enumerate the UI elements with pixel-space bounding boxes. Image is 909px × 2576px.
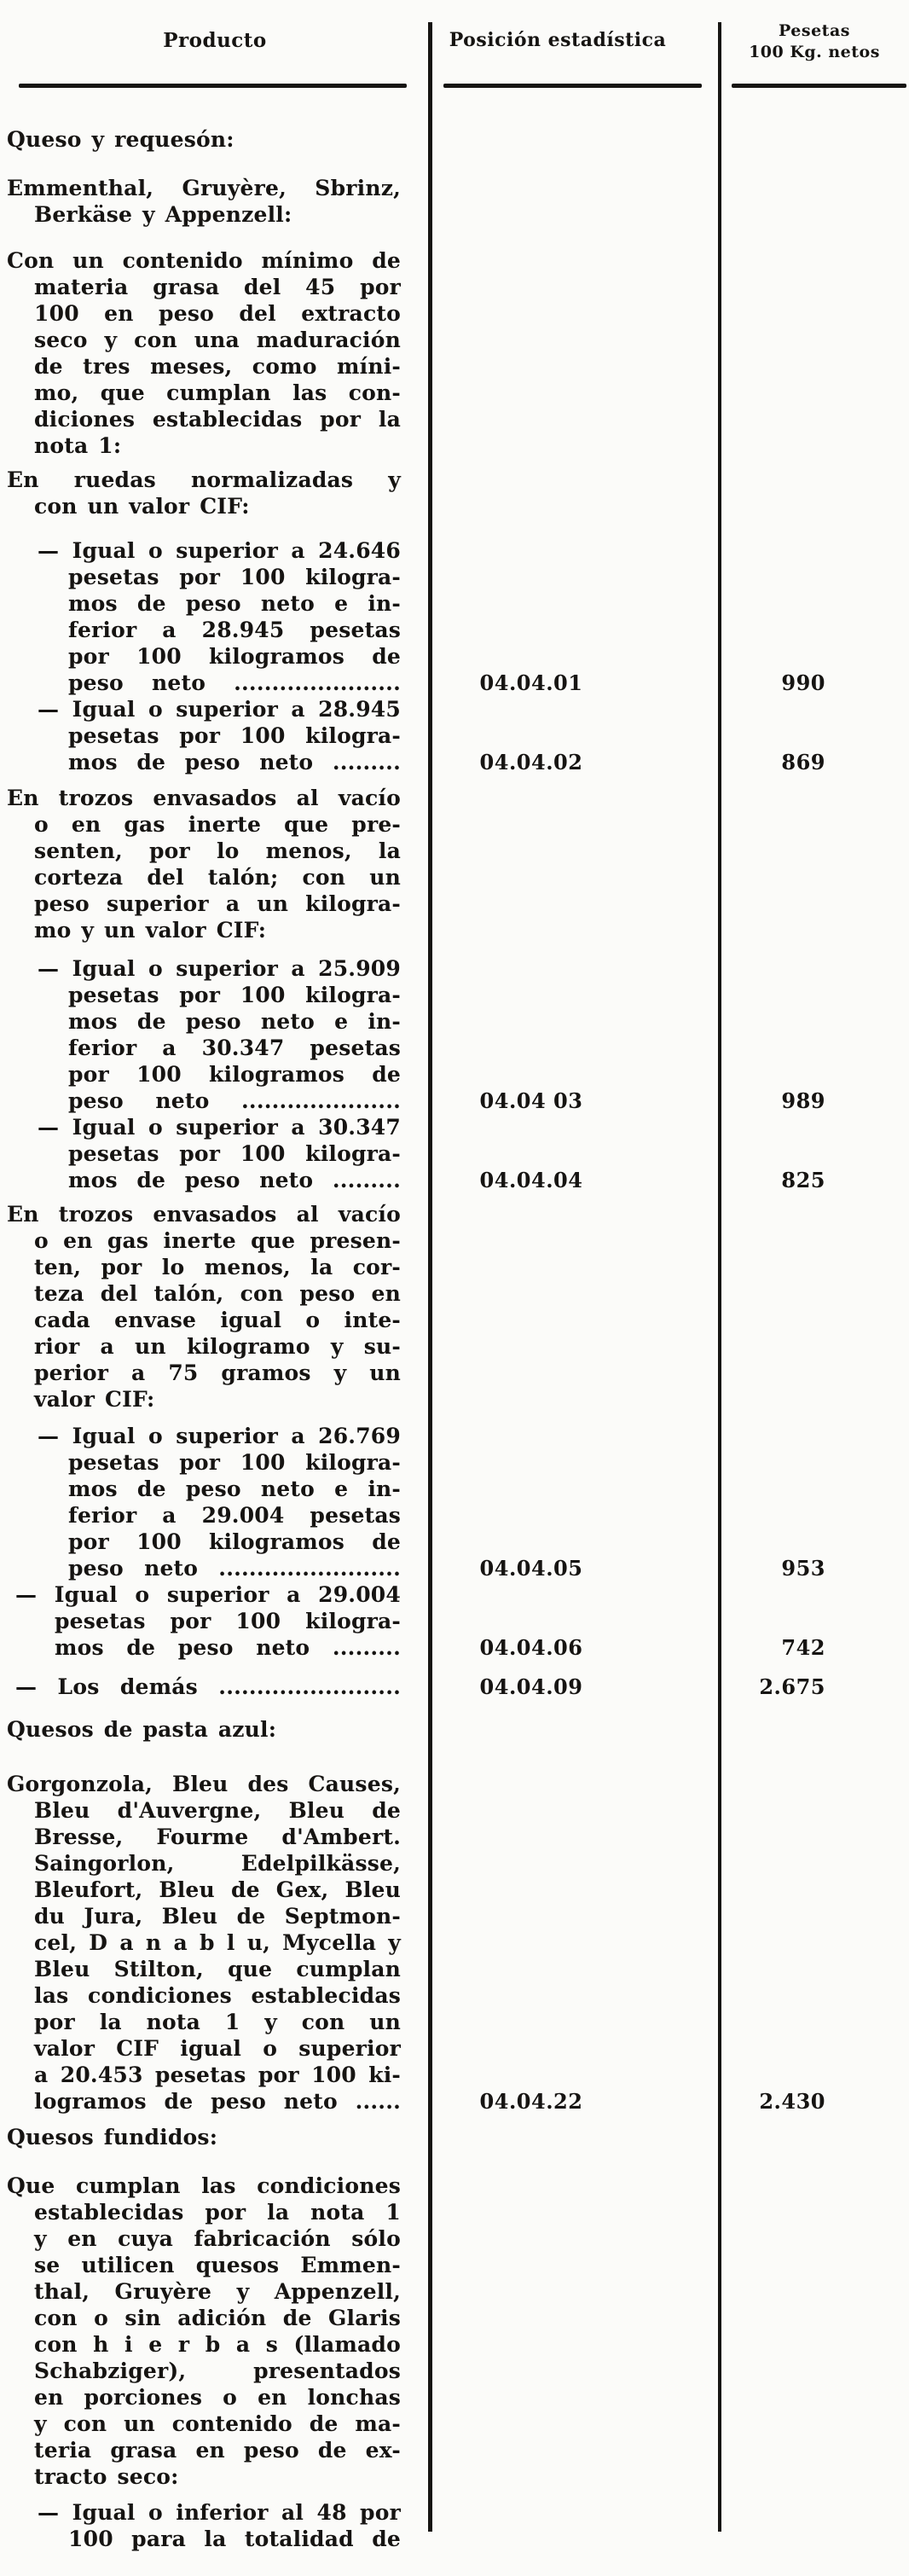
table-row — [0, 785, 909, 811]
table-row — [0, 2358, 909, 2384]
table-row — [0, 1956, 909, 1982]
product-text-line: seco y con una maduración — [34, 328, 401, 352]
product-text-line: materia grasa del 45 por — [34, 275, 401, 299]
table-row — [0, 406, 909, 432]
table-row — [0, 1280, 909, 1307]
product-text-line: Bleu d'Auvergne, Bleu de — [34, 1798, 401, 1823]
product-text-line: se utilicen quesos Emmen- — [34, 2253, 401, 2277]
product-text-line: Schabziger), presentados — [34, 2358, 401, 2383]
table-row — [0, 2278, 909, 2305]
table-row — [0, 838, 909, 864]
table-block — [0, 2499, 909, 2552]
product-text-line: pesetas por 100 kilogra- — [68, 723, 401, 748]
product-text-line: tracto seco: — [34, 2464, 179, 2489]
statistical-position-code: 04.04.22 — [479, 2089, 583, 2114]
table-row — [0, 2088, 909, 2115]
table-row — [0, 1716, 909, 1743]
product-text-line: cada envase igual o inte- — [34, 1308, 401, 1332]
table-block — [0, 2173, 909, 2490]
product-text-line: valor CIF: — [34, 1387, 155, 1412]
table-row — [0, 1674, 909, 1700]
product-text-line: mo, que cumplan las con- — [34, 380, 401, 405]
product-text-line: o en gas inerte que presen- — [34, 1228, 401, 1253]
product-text-line: En trozos envasados al vacío — [7, 786, 401, 810]
table-row — [0, 891, 909, 917]
product-text-line: nota 1: — [34, 433, 122, 458]
product-text-line: Gorgonzola, Bleu des Causes, — [7, 1772, 401, 1796]
product-text-line: por la nota 1 y con un — [34, 2010, 401, 2034]
table-row — [0, 1555, 909, 1581]
table-row — [0, 2252, 909, 2278]
product-text-line: y con un contenido de ma- — [34, 2411, 401, 2436]
pesetas-value: 825 — [781, 1168, 825, 1192]
product-text-line: por 100 kilogramos de — [68, 1062, 401, 1087]
table-row — [0, 2035, 909, 2062]
product-text-line: — Igual o superior a 25.909 — [38, 956, 401, 981]
product-text-line: ferior a 30.347 pesetas — [68, 1036, 401, 1060]
pesetas-value: 989 — [781, 1088, 825, 1113]
table-row — [0, 126, 909, 153]
product-text-line: — Igual o superior a 28.945 — [38, 697, 401, 722]
table-row — [0, 1502, 909, 1529]
product-text-line: pesetas por 100 kilogra- — [55, 1609, 401, 1633]
product-text-line: ferior a 28.945 pesetas — [68, 618, 401, 642]
product-text-line: peso superior a un kilogra- — [34, 891, 401, 916]
product-text-line: Con un contenido mínimo de — [7, 248, 401, 273]
product-text-line: — Igual o superior a 24.646 — [38, 538, 401, 563]
table-row — [0, 1201, 909, 1227]
table-row — [0, 1254, 909, 1280]
product-text-line: 100 en peso del extracto — [34, 301, 401, 326]
product-text-line: logramos de peso neto ...... — [34, 2089, 401, 2114]
table-body — [0, 114, 909, 2552]
table-row — [0, 2384, 909, 2411]
table-row — [0, 1797, 909, 1824]
table-row — [0, 2463, 909, 2490]
table-row — [0, 380, 909, 406]
table-row — [0, 670, 909, 696]
header-rule-producto — [19, 84, 407, 88]
statistical-position-code: 04.04.06 — [479, 1635, 583, 1660]
product-text-line: pesetas por 100 kilogra- — [68, 983, 401, 1007]
table-row — [0, 590, 909, 617]
product-text-line: diciones establecidas por la — [34, 407, 401, 432]
column-header-pesetas — [720, 20, 909, 63]
product-text-line: mos de peso neto e in- — [68, 1009, 401, 1034]
statistical-position-code: 04.04.04 — [479, 1168, 583, 1192]
product-text-line: Emmenthal, Gruyère, Sbrinz, — [7, 176, 401, 200]
table-row — [0, 1333, 909, 1360]
product-text-line: peso neto ........................ — [68, 1556, 401, 1581]
product-text-line: mos de peso neto ......... — [55, 1635, 401, 1660]
table-block — [0, 467, 909, 519]
product-text-line: du Jura, Bleu de Septmon- — [34, 1904, 401, 1929]
product-text-line: por 100 kilogramos de — [68, 644, 401, 669]
table-row — [0, 2437, 909, 2463]
table-block — [0, 126, 909, 153]
table-row — [0, 1360, 909, 1386]
table-row — [0, 917, 909, 943]
table-row — [0, 537, 909, 564]
table-row — [0, 2225, 909, 2252]
table-row — [0, 1982, 909, 2009]
table-row — [0, 811, 909, 838]
column-header-producto: Producto — [163, 29, 267, 52]
product-text-line: 100 para la totalidad de — [68, 2527, 401, 2551]
product-text-line: mos de peso neto ......... — [68, 1168, 401, 1192]
table-row — [0, 1903, 909, 1929]
table-block — [0, 955, 909, 1193]
product-text-line: en porciones o en lonchas — [34, 2385, 401, 2410]
table-row — [0, 432, 909, 459]
table-row — [0, 300, 909, 327]
product-text-line: con o sin adición de Glaris — [34, 2306, 401, 2330]
table-row — [0, 1008, 909, 1035]
product-text-line: rior a un kilogramo y su- — [34, 1334, 401, 1359]
table-row — [0, 2009, 909, 2035]
product-text-line: Bleu Stilton, que cumplan — [34, 1957, 401, 1981]
table-row — [0, 982, 909, 1008]
table-row — [0, 2062, 909, 2088]
table-row — [0, 696, 909, 722]
product-text-line: — Igual o superior a 29.004 — [15, 1582, 401, 1607]
product-text-line: — Igual o inferior al 48 por — [38, 2500, 401, 2525]
table-row — [0, 2173, 909, 2199]
product-text-line: teria grasa en peso de ex- — [34, 2438, 401, 2463]
table-row — [0, 1061, 909, 1088]
product-text-line: Bresse, Fourme d'Ambert. — [34, 1825, 401, 1849]
table-row — [0, 1824, 909, 1850]
product-text-line: corteza del talón; con un — [34, 865, 401, 890]
product-text-line: mo y un valor CIF: — [34, 918, 267, 943]
product-text-line: En ruedas normalizadas y — [7, 467, 401, 492]
product-text-line: pesetas por 100 kilogra- — [68, 1141, 401, 1166]
header-rule-pesetas — [732, 84, 906, 88]
table-row — [0, 1167, 909, 1193]
statistical-position-code: 04.04.05 — [479, 1556, 583, 1581]
product-text-line: con un valor CIF: — [34, 494, 250, 519]
statistical-position-code: 04.04.01 — [479, 670, 583, 695]
table-row — [0, 1386, 909, 1413]
table-block — [0, 2124, 909, 2150]
product-text-line: peso neto ..................... — [68, 1088, 401, 1113]
table-row — [0, 722, 909, 749]
table-row — [0, 564, 909, 590]
table-row — [0, 2305, 909, 2331]
product-text-line: — Los demás ........................ — [15, 1674, 401, 1699]
table-row — [0, 175, 909, 201]
pesetas-value: 953 — [781, 1556, 825, 1581]
table-row — [0, 1088, 909, 1114]
product-text-line: pesetas por 100 kilogra- — [68, 1450, 401, 1475]
table-row — [0, 2411, 909, 2437]
column-header-pesetas-line2: 100 Kg. netos — [749, 43, 880, 61]
table-row — [0, 643, 909, 670]
product-text-line: cel, D a n a b l u, Mycella y — [34, 1930, 401, 1955]
table-row — [0, 1634, 909, 1661]
product-text-line: — Igual o superior a 26.769 — [38, 1424, 401, 1448]
product-text-line: peso neto ...................... — [68, 670, 401, 695]
table-row — [0, 327, 909, 353]
product-text-line: de tres meses, como míni- — [34, 354, 401, 379]
table-block — [0, 537, 909, 775]
product-text-line: y en cuya fabricación sólo — [34, 2226, 401, 2251]
table-block — [0, 1674, 909, 1700]
product-text-line: Berkäse y Appenzell: — [34, 202, 292, 227]
table-block — [0, 1201, 909, 1413]
product-text-line: — Igual o superior a 30.347 — [38, 1115, 401, 1140]
product-text-line: Bleufort, Bleu de Gex, Bleu — [34, 1877, 401, 1902]
statistical-position-code: 04.04 03 — [479, 1088, 583, 1113]
table-row — [0, 1476, 909, 1502]
table-block — [0, 1423, 909, 1661]
table-row — [0, 2124, 909, 2150]
table-row — [0, 1608, 909, 1634]
pesetas-value: 990 — [781, 670, 825, 695]
product-text-line: Queso y requesón: — [7, 127, 234, 152]
table-block — [0, 1716, 909, 1743]
product-text-line: Quesos fundidos: — [7, 2125, 218, 2150]
header-rule-posicion — [443, 84, 702, 88]
table-row — [0, 1423, 909, 1449]
table-row — [0, 1581, 909, 1608]
table-row — [0, 2199, 909, 2225]
product-text-line: o en gas inerte que pre- — [34, 812, 401, 837]
product-text-line: mos de peso neto e in- — [68, 1477, 401, 1501]
product-text-line: pesetas por 100 kilogra- — [68, 565, 401, 589]
statistical-position-code: 04.04.02 — [479, 750, 583, 775]
table-row — [0, 1140, 909, 1167]
product-text-line: con h i e r b a s (llamado — [34, 2332, 401, 2357]
product-text-line: por 100 kilogramos de — [68, 1529, 401, 1554]
product-text-line: mos de peso neto e in- — [68, 591, 401, 616]
table-block — [0, 247, 909, 459]
table-row — [0, 955, 909, 982]
product-text-line: senten, por lo menos, la — [34, 838, 401, 863]
table-row — [0, 493, 909, 519]
column-header-posicion-estadistica: Posición estadística — [449, 29, 667, 51]
product-text-line: Quesos de pasta azul: — [7, 1717, 277, 1742]
product-text-line: las condiciones establecidas — [34, 1983, 401, 2008]
table-block — [0, 1771, 909, 2115]
table-row — [0, 274, 909, 300]
table-row — [0, 1449, 909, 1476]
pesetas-value: 2.430 — [759, 2089, 825, 2114]
table-row — [0, 1035, 909, 1061]
product-text-line: mos de peso neto ......... — [68, 750, 401, 775]
table-row — [0, 1850, 909, 1877]
statistical-position-code: 04.04.09 — [479, 1674, 583, 1699]
column-header-pesetas-line1: Pesetas — [779, 21, 850, 40]
product-text-line: ten, por lo menos, la cor- — [34, 1255, 401, 1279]
table-row — [0, 1929, 909, 1956]
table-row — [0, 1307, 909, 1333]
product-text-line: valor CIF igual o superior — [34, 2036, 401, 2061]
table-row — [0, 2526, 909, 2552]
product-text-line: a 20.453 pesetas por 100 ki- — [34, 2063, 401, 2087]
table-row — [0, 247, 909, 274]
product-text-line: thal, Gruyère y Appenzell, — [34, 2279, 401, 2304]
pesetas-value: 2.675 — [759, 1674, 825, 1699]
table-row — [0, 1114, 909, 1140]
table-row — [0, 864, 909, 891]
table-row — [0, 617, 909, 643]
table-block — [0, 785, 909, 943]
product-text-line: ferior a 29.004 pesetas — [68, 1503, 401, 1528]
table-row — [0, 1227, 909, 1254]
product-text-line: establecidas por la nota 1 — [34, 2200, 401, 2225]
product-text-line: Saingorlon, Edelpilkässe, — [34, 1851, 401, 1876]
product-text-line: perior a 75 gramos y un — [34, 1361, 401, 1385]
table-row — [0, 2331, 909, 2358]
product-text-line: En trozos envasados al vacío — [7, 1202, 401, 1227]
table-row — [0, 1529, 909, 1555]
pesetas-value: 742 — [781, 1635, 825, 1660]
pesetas-value: 869 — [781, 750, 825, 775]
product-text-line: Que cumplan las condiciones — [7, 2173, 401, 2198]
table-row — [0, 2499, 909, 2526]
table-row — [0, 1771, 909, 1797]
product-text-line: teza del talón, con peso en — [34, 1281, 401, 1306]
table-row — [0, 201, 909, 228]
table-row — [0, 1877, 909, 1903]
table-row — [0, 467, 909, 493]
table-row — [0, 749, 909, 775]
table-block — [0, 175, 909, 228]
table-row — [0, 353, 909, 380]
